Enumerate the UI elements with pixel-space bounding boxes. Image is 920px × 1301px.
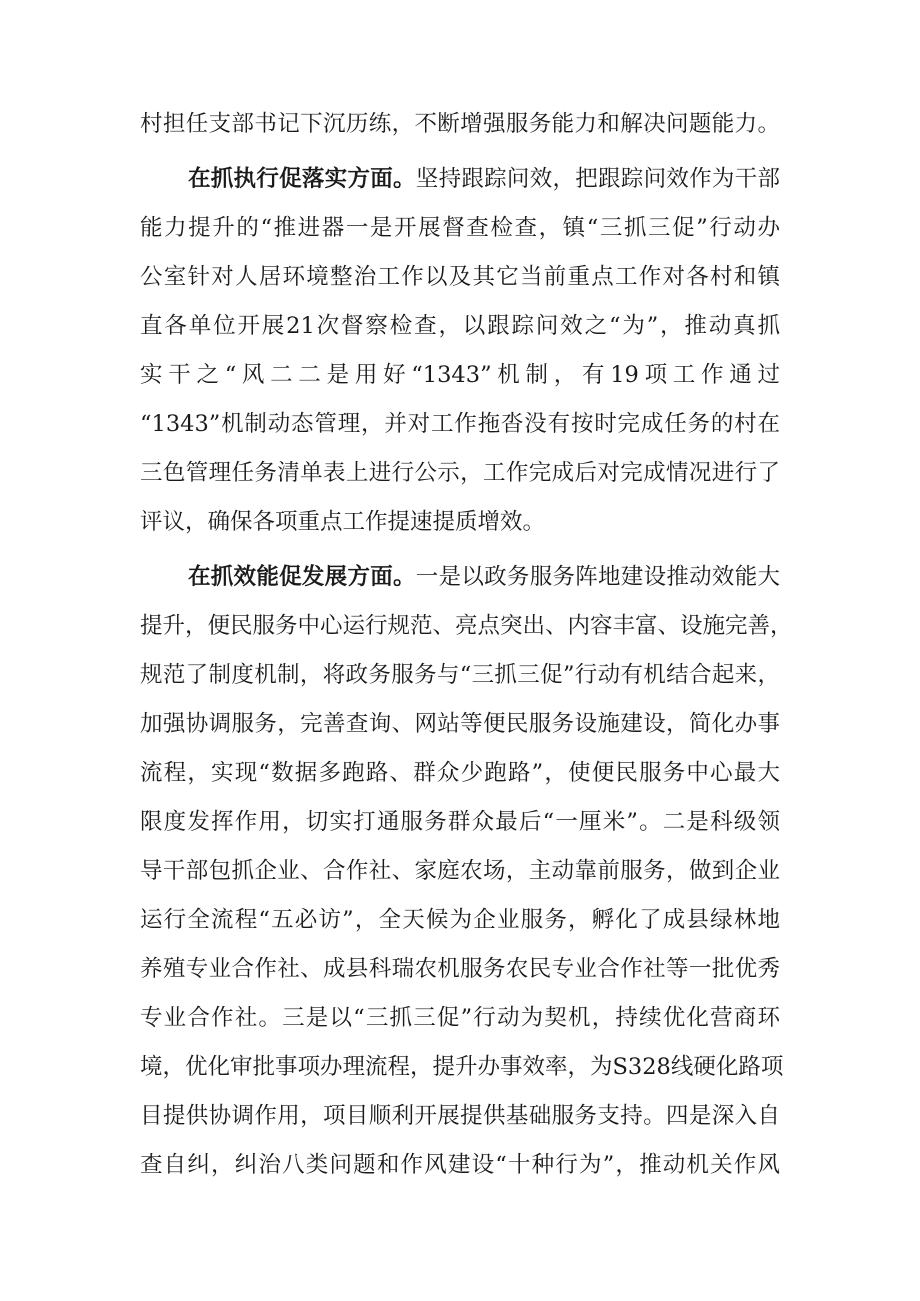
text-line: 境，优化审批事项办理流程，提升办事效率，为S328线硬化路项 <box>140 1054 784 1080</box>
text-line: 直各单位开展21次督察检查，以跟踪问效之“为”，推动真抓 <box>140 313 780 339</box>
paragraph-first-line <box>188 559 780 595</box>
text-line: 评议，确保各项重点工作提速提质增效。 <box>140 509 546 535</box>
text-line: 流程，实现“数据多跑路、群众少跑路”，使便民服务中心最大 <box>140 760 780 786</box>
text-line: 实干之“风二二是用好“1343”机制，有19项工作通过 <box>140 362 780 388</box>
text-line: 能力提升的“推进器一是开展督查检查，镇“三抓三促”行动办 <box>140 215 780 241</box>
text-line: 专业合作社。三是以“三抓三促”行动为契机，持续优化营商环 <box>140 1005 780 1031</box>
text-line: 目提供协调作用，项目顺利开展提供基础服务支持。四是深入自 <box>140 1103 780 1129</box>
text-line: 查自纠，纠治八类问题和作风建设“十种行为”，推动机关作风 <box>140 1152 780 1178</box>
text-line: 村担任支部书记下沉历练，不断增强服务能力和解决问题能力。 <box>140 111 780 137</box>
text-line: 规范了制度机制，将政务服务与“三抓三促”行动有机结合起来， <box>140 662 780 688</box>
text-line: 限度发挥作用，切实打通服务群众最后“一厘米”。二是科级领 <box>140 809 780 835</box>
text-line: 养殖专业合作社、成县科瑞农机服务农民专业合作社等一批优秀 <box>140 956 780 982</box>
text-line: 加强协调服务，完善查询、网站等便民服务设施建设，简化办事 <box>140 711 780 737</box>
paragraph-first-line <box>188 161 780 197</box>
text-line-content: 坚持跟踪问效，把跟踪问效作为干部 <box>415 166 780 192</box>
text-line-content: 一是以政务服务阵地建设推动效能大 <box>415 564 780 590</box>
text-line: 导干部包抓企业、合作社、家庭农场，主动靠前服务，做到企业 <box>140 858 780 884</box>
section-heading: 在抓执行促落实方面。 <box>188 166 416 192</box>
text-line: “1343”机制动态管理，并对工作拖沓没有按时完成任务的村在 <box>140 411 780 437</box>
text-line: 三色管理任务清单表上进行公示，工作完成后对完成情况进行了 <box>140 460 780 486</box>
section-heading: 在抓效能促发展方面。 <box>188 564 416 590</box>
text-line: 运行全流程“五必访”，全天候为企业服务，孵化了成县绿林地 <box>140 907 780 933</box>
text-line: 提升，便民服务中心运行规范、亮点突出、内容丰富、设施完善， <box>140 613 793 639</box>
text-line: 公室针对人居环境整治工作以及其它当前重点工作对各村和镇 <box>140 264 780 290</box>
